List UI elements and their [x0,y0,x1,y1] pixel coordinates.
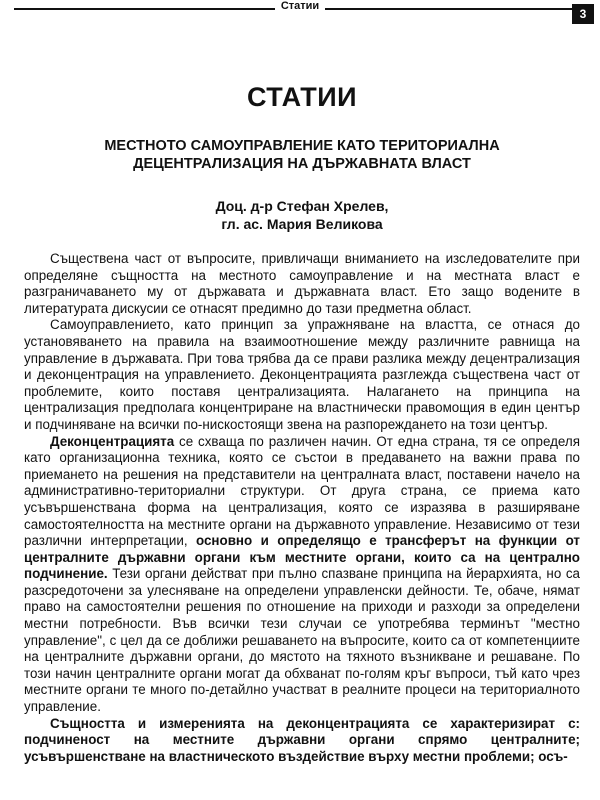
paragraph-text: Тези органи действат при пълно спазване принципа на йерархията, но са разсредоточени за улесняване на определени управленски дейности. Те, обаче, нямат право на самостоятелни решения по отношение на приходи и разходи за определени местни потребности. Във всички тези случаи се употребява терминът "местно управление", с цел да се доближи решаването на въпросите, които са от компетенциите на централните държавни органи, до мястото на тяхното възникване и решаване. По този начин централните органи могат да обхванат по-голям кръг въпроси, тъй като чрез местните органи те много по-детайлно участват в реалните процеси на териториалното управление. [24,566,580,715]
author-name: гл. ас. Мария Великова [221,216,383,232]
paragraph: Съществена част от въпросите, привличащи вниманието на изследователите при определяне същността на местното самоуправление и на местната власт е разграничаването му от държавата и държавната власт. Ето защо водените в литературата дискусии се отнасят предимно до тази предметна област. [24,251,580,316]
author-name: Доц. д-р Стефан Хрелев, [215,198,389,214]
emphasis-bold: основно и определящо е трансферът на функции от централните държавни органи към местните органи, които са на централно подчинение. [24,533,580,582]
running-title: Статии [275,0,325,12]
term-bold: Деконцентрацията [50,433,175,449]
paragraph-text: се схваща по различен начин. От една страна, тя се определя като организационна техника, която се състои в предаването на важни права по приемането на решения на представители на централната власт, поставени начело на административно-териториални структури. От друга страна, се приема като усъвършенствана форма на централизация, която се изразява в разширяване самостоятелността на местните органи на държавното управление. Независимо от тези различни интерпретации, [24,433,580,549]
paragraph-bold: Същността и измеренията на деконцентрацията се характеризират с: подчиненост на местните държавни органи спрямо централните; усъвършенстване на властническото въздействие върху местни проблеми; осъ- [24,715,580,764]
paragraph [24,434,580,716]
section-title: СТАТИИ [246,82,358,112]
page-content [24,0,580,765]
page-number: 3 [572,4,594,24]
article-title [24,137,580,173]
paragraph: Самоуправлението, като принцип за упражняване на властта, се отнася до установяването на правила на взаимоотношение между различните равнища на управление в държавата. При това трябва да се прави разлика между децентрализация и деконцентрация на управлението. Деконцентрацията разглежда съществена част от проблемите, които поставя централизацията. Налагането на принципа на централизация предполага концентриране на властнически правомощия в един център и подчиняване на всички по-нискостоящи звена на разпореждането на този център. [24,317,580,432]
article-title-line: МЕСТНОТО САМОУПРАВЛЕНИЕ КАТО ТЕРИТОРИАЛНА [104,138,500,154]
article-body [24,251,580,765]
article-title-line: ДЕЦЕНТРАЛИЗАЦИЯ НА ДЪРЖАВНАТА ВЛАСТ [133,156,471,172]
authors [24,197,580,233]
